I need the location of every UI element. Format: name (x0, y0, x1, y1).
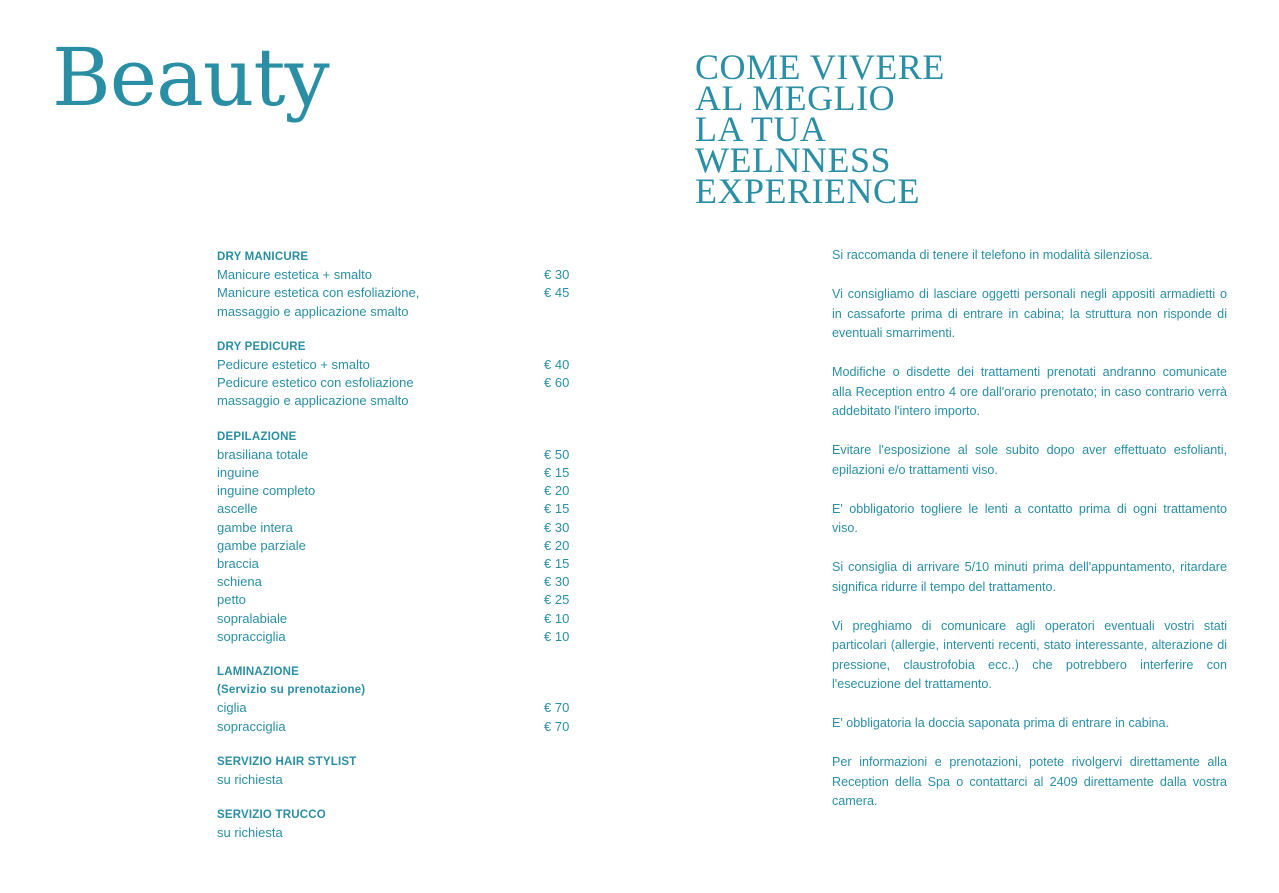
treatment-name: inguine completo (217, 483, 316, 499)
price-row (217, 610, 577, 628)
treatment-name: brasiliana totale (217, 446, 309, 462)
section-heading: DRY PEDICURE (217, 340, 306, 353)
treatment-price: € 45 (544, 285, 570, 301)
price-row (217, 266, 577, 284)
price-row (217, 537, 577, 555)
rule-paragraph: E' obbligatoria la doccia saponata prima di entrare in cabina. (832, 716, 1170, 730)
price-row (217, 628, 577, 646)
rule-paragraph: Modifiche o disdette dei trattamenti prenotati andranno comunicate alla Reception entro 4 ore dall'orario prenotato; in caso contrario verrà addebitato l'intero importo. (832, 365, 1227, 418)
rule-paragraph: Vi preghiamo di comunicare agli operatori eventuali vostri stati particolari (allergie, interventi recenti, stato interessante, alterazione di pressione, claustrofobia ecc..) che potrebbero interferire con l'esecuzione del trattamento. (832, 618, 1227, 691)
title-line: LA TUA (695, 109, 827, 149)
price-row (217, 356, 577, 374)
treatment-name: Manicure estetica + smalto (217, 267, 372, 283)
treatment-name: gambe intera (217, 519, 293, 535)
page-title-beauty: Beauty (52, 31, 329, 124)
treatment-price: € 20 (544, 537, 570, 553)
treatment-name: ciglia (217, 700, 247, 716)
price-section (217, 663, 577, 736)
price-section (217, 806, 577, 842)
treatment-price: € 25 (544, 592, 570, 608)
treatment-name: ascelle (217, 501, 258, 517)
treatment-price: € 50 (544, 446, 570, 462)
treatment-price: € 60 (544, 375, 570, 391)
rule-paragraph: Evitare l'esposizione al sole subito dopo aver effettuato esfolianti, epilazioni e/o trattamenti viso. (832, 443, 1227, 477)
price-section (217, 338, 577, 411)
treatment-price: € 20 (544, 483, 570, 499)
treatment-name: sopracciglia (217, 628, 286, 644)
rule-paragraph: Vi consigliamo di lasciare oggetti personali negli appositi armadietti o in cassaforte prima di entrare in cabina; la struttura non risponde di eventuali smarrimenti. (832, 287, 1227, 340)
title-line: EXPERIENCE (695, 171, 920, 211)
treatment-name: schiena (217, 574, 262, 590)
price-section (217, 248, 577, 321)
price-row (217, 555, 577, 573)
treatment-name: gambe parziale (217, 537, 306, 553)
rule-paragraph: Si consiglia di arrivare 5/10 minuti prima dell'appuntamento, ritardare significa ridurre il tempo del trattamento. (832, 560, 1227, 594)
price-row (217, 771, 577, 789)
price-row (217, 303, 577, 321)
treatment-name: massaggio e applicazione smalto (217, 393, 409, 409)
price-row (217, 573, 577, 591)
section-heading: LAMINAZIONE (217, 666, 300, 679)
price-row (217, 392, 577, 410)
rule-paragraph: E' obbligatorio togliere le lenti a contatto prima di ogni trattamento viso. (832, 501, 1227, 535)
title-line: COME VIVERE (695, 47, 945, 87)
treatment-price: € 70 (544, 718, 570, 734)
treatment-price: € 10 (544, 628, 570, 644)
treatment-price: € 40 (544, 357, 570, 373)
price-row (217, 464, 577, 482)
price-row (217, 718, 577, 736)
treatment-price: € 15 (544, 556, 570, 572)
treatment-price: € 30 (544, 574, 570, 590)
section-heading: SERVIZIO HAIR STYLIST (217, 755, 357, 768)
title-line: WELNNESS (695, 140, 891, 180)
wellness-experience-title (695, 47, 945, 211)
price-row (217, 284, 577, 302)
price-section (217, 428, 577, 646)
price-row (217, 591, 577, 609)
treatment-name: inguine (217, 465, 259, 481)
price-row (217, 699, 577, 717)
treatment-name: Pedicure estetico con esfoliazione (217, 375, 414, 391)
treatment-price: € 30 (544, 267, 570, 283)
treatment-name: massaggio e applicazione smalto (217, 303, 409, 319)
treatment-price: € 15 (544, 465, 570, 481)
treatment-name: Manicure estetica con esfoliazione, (217, 285, 420, 301)
treatment-name: su richiesta (217, 772, 283, 788)
price-row (217, 374, 577, 392)
price-row (217, 446, 577, 464)
section-heading: DRY MANICURE (217, 251, 309, 263)
price-row (217, 824, 577, 842)
treatment-name: braccia (217, 556, 259, 572)
rule-paragraph: Per informazioni e prenotazioni, potete rivolgervi direttamente alla Reception della Spa o contattarci al 2409 direttamente dalla vostra camera. (832, 755, 1227, 808)
price-row (217, 519, 577, 537)
treatment-name: Pedicure estetico + smalto (217, 357, 370, 373)
treatment-name: sopralabiale (217, 610, 288, 626)
price-section (217, 753, 577, 789)
section-heading: DEPILAZIONE (217, 430, 297, 443)
treatment-price: € 15 (544, 501, 570, 517)
treatment-name: sopracciglia (217, 718, 286, 734)
price-row (217, 500, 577, 518)
spa-rules (832, 246, 1227, 831)
treatment-price: € 70 (544, 700, 570, 716)
section-subheading: (Servizio su prenotazione) (217, 684, 366, 697)
title-line: AL MEGLIO (695, 78, 896, 118)
treatment-price: € 10 (544, 610, 570, 626)
treatment-price: € 30 (544, 519, 570, 535)
price-row (217, 482, 577, 500)
rule-paragraph: Si raccomanda di tenere il telefono in modalità silenziosa. (832, 248, 1153, 262)
treatment-name: petto (217, 592, 246, 608)
beauty-price-list (217, 248, 577, 860)
treatment-name: su richiesta (217, 825, 283, 841)
section-heading: SERVIZIO TRUCCO (217, 809, 326, 822)
